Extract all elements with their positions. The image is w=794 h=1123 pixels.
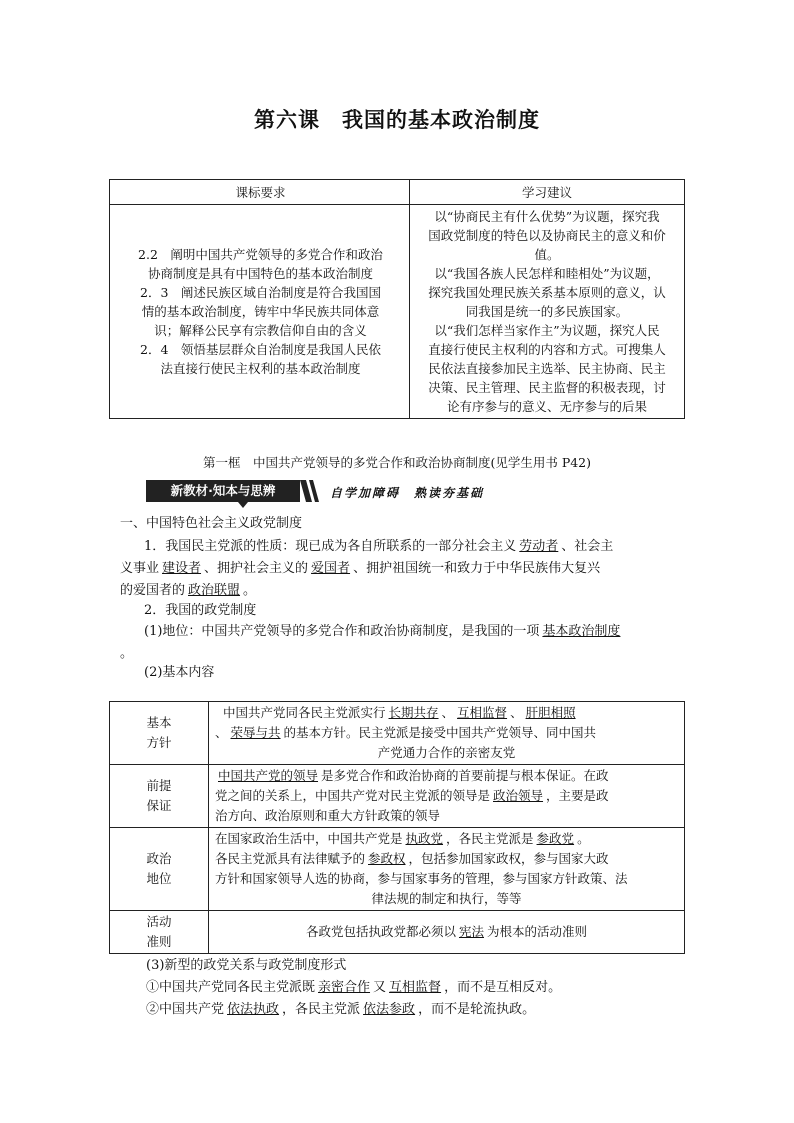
row-head-premise	[110, 765, 209, 828]
text: 为根本的活动准则	[487, 924, 588, 939]
answer-blank: 基本政治制度	[542, 624, 621, 639]
text: ，主要是政	[546, 788, 609, 803]
row-head-basic-policy	[110, 702, 209, 765]
text: 1．我国民主党派的性质：现已成为各自所联系的一部分社会主义	[144, 539, 517, 554]
head-line: 保证	[146, 798, 172, 813]
text: 各民主党派具有法律赋予的	[215, 851, 366, 866]
answer-blank: 肝胆相照	[525, 705, 576, 720]
text: 是多党合作和政治协商的首要前提与根本保证。在政	[321, 768, 609, 783]
row-content-basic-policy	[209, 702, 685, 765]
banner-notch	[238, 502, 248, 508]
answer-blank: 互相监督	[389, 980, 442, 995]
study-suggestions-cell	[410, 205, 685, 419]
answer-blank: 互相监督	[457, 705, 508, 720]
text: 、	[441, 705, 455, 720]
suggestion-line: 决策、民主管理、民主监督的积极表现，讨	[428, 380, 666, 395]
head-line: 方针	[146, 735, 172, 750]
answer-blank: 依法执政	[227, 1002, 280, 1017]
basic-content-table	[109, 701, 685, 954]
text: ，各民主党派是	[446, 831, 534, 846]
row-head-political-status	[110, 828, 209, 911]
text: ②中国共产党	[146, 1002, 225, 1017]
answer-blank: 爱国者	[311, 561, 351, 576]
answer-blank: 宪法	[458, 924, 484, 939]
text: (1)地位：中国共产党领导的多党合作和政治协商制度，是我国的一项	[144, 624, 540, 639]
answer-blank: 长期共存	[388, 705, 439, 720]
header-study-suggestions: 学习建议	[410, 180, 685, 205]
curriculum-requirements-cell	[110, 205, 410, 419]
requirement-line: 2．3 阐述民族区域自治制度是符合我国国	[140, 285, 381, 300]
text: 、拥护社会主义的	[204, 561, 309, 576]
heading-party-system: 一、中国特色社会主义政党制度	[120, 516, 303, 531]
heading-basic-content: (2)基本内容	[144, 665, 215, 680]
section-banner: 新教材·知本与思辨	[146, 480, 300, 502]
answer-blank: 劳动者	[519, 539, 559, 554]
suggestion-line: 民依法直接参加民主选举、民主协商、民主	[428, 361, 666, 376]
suggestion-line: 国政党制度的特色以及协商民主的意义和价	[428, 228, 666, 243]
answer-blank: 参政党	[536, 831, 575, 846]
text: 产党通力合作的亲密友党	[377, 745, 516, 760]
text: 、社会主	[561, 539, 614, 554]
text: 律法规的制定和执行，等等	[371, 891, 522, 906]
answer-blank: 建设者	[162, 561, 202, 576]
text: 、拥护祖国统一和致力于中华民族伟大复兴	[353, 561, 601, 576]
section-heading: 第一框 中国共产党领导的多党合作和政治协商制度(见学生用书 P42)	[202, 455, 592, 470]
requirement-line: 法直接行使民主权利的基本政治制度	[160, 361, 361, 376]
requirement-line: 识；解释公民享有宗教信仰自由的含义	[154, 323, 367, 338]
text: 治方向、政治原则和重大方针政策的领导	[215, 808, 441, 823]
text: 又	[373, 980, 387, 995]
text: 党之间的关系上，中国共产党对民主党派的领导是	[215, 788, 491, 803]
requirement-line: 协商制度是具有中国特色的基本政治制度	[147, 266, 373, 281]
suggestion-line: 直接行使民主权利的内容和方式。可搜集人	[428, 342, 666, 357]
suggestion-line: 值。	[534, 247, 560, 262]
head-line: 活动	[146, 914, 172, 929]
text: 中国共产党同各民主党派实行	[223, 705, 386, 720]
page-title: 第六课 我国的基本政治制度	[254, 107, 540, 132]
text: 义事业	[120, 561, 160, 576]
text: 。	[120, 646, 134, 661]
row-head-activity-rule	[110, 911, 209, 954]
requirement-line: 2.2 阐明中国共产党领导的多党合作和政治	[138, 247, 383, 262]
answer-blank: 亲密合作	[318, 980, 371, 995]
text: ，各民主党派	[282, 1002, 361, 1017]
suggestion-line: 以“我们怎样当家作主”为议题，探究人民	[434, 323, 660, 338]
text: 。	[577, 831, 590, 846]
text: 方针和国家领导人选的协商，参与国家事务的管理，参与国家方针政策、法	[215, 871, 628, 886]
banner-slogan: 自学加障碍 熟读夯基础	[330, 486, 485, 500]
banner-stripes-icon	[300, 480, 322, 502]
text: 。	[243, 583, 257, 598]
answer-blank: 执政党	[405, 831, 444, 846]
text: ，而不是互相反对。	[444, 980, 562, 995]
text: 的爱国者的	[120, 583, 186, 598]
suggestion-line: 探究我国处理民族关系基本原则的意义，认	[428, 285, 666, 300]
requirement-line: 2．4 领悟基层群众自治制度是我国人民依	[140, 342, 381, 357]
head-line: 准则	[146, 934, 172, 949]
suggestion-line: 同我国是统一的多民族国家。	[465, 304, 629, 319]
text: ，而不是轮流执政。	[418, 1002, 536, 1017]
text: 、	[510, 705, 523, 720]
head-line: 政治	[146, 851, 172, 866]
paragraph-status	[120, 621, 690, 665]
answer-blank: 政治领导	[493, 788, 544, 803]
row-content-political-status	[209, 828, 685, 911]
text: 各政党包括执政党都必须以	[305, 924, 456, 939]
head-line: 前提	[146, 778, 172, 793]
heading-party-system-2: 2．我国的政党制度	[144, 603, 257, 618]
answer-blank: 荣辱与共	[230, 725, 281, 740]
head-line: 地位	[146, 871, 172, 886]
text: 在国家政治生活中，中国共产党是	[215, 831, 403, 846]
requirement-line: 情的基本政治制度，铸牢中华民族共同体意	[141, 304, 380, 319]
answer-blank: 政治联盟	[188, 583, 241, 598]
text: ①中国共产党同各民主党派既	[146, 980, 316, 995]
text: 、	[215, 725, 228, 740]
head-line: 基本	[146, 715, 172, 730]
text: 的基本方针。民主党派是接受中国共产党领导、同中国共	[283, 725, 597, 740]
heading-new-relations: (3)新型的政党关系与政党制度形式	[146, 958, 347, 973]
answer-blank: 中国共产党的领导	[218, 768, 319, 783]
row-content-activity-rule	[209, 911, 685, 954]
header-curriculum-requirements: 课标要求	[110, 180, 410, 205]
text: ，包括参加国家政权，参与国家大政	[408, 851, 609, 866]
answer-blank: 依法参政	[363, 1002, 416, 1017]
new-party-relations	[146, 955, 686, 1021]
suggestion-line: 以“我国各族人民怎样和睦相处”为议题，	[434, 266, 660, 281]
suggestion-line: 论有序参与的意义、无序参与的后果	[446, 399, 647, 414]
answer-blank: 参政权	[368, 851, 406, 866]
row-content-premise	[209, 765, 685, 828]
suggestion-line: 以“协商民主有什么优势”为议题，探究我	[434, 209, 660, 224]
curriculum-table	[109, 179, 685, 419]
paragraph-democratic-parties	[120, 536, 690, 602]
